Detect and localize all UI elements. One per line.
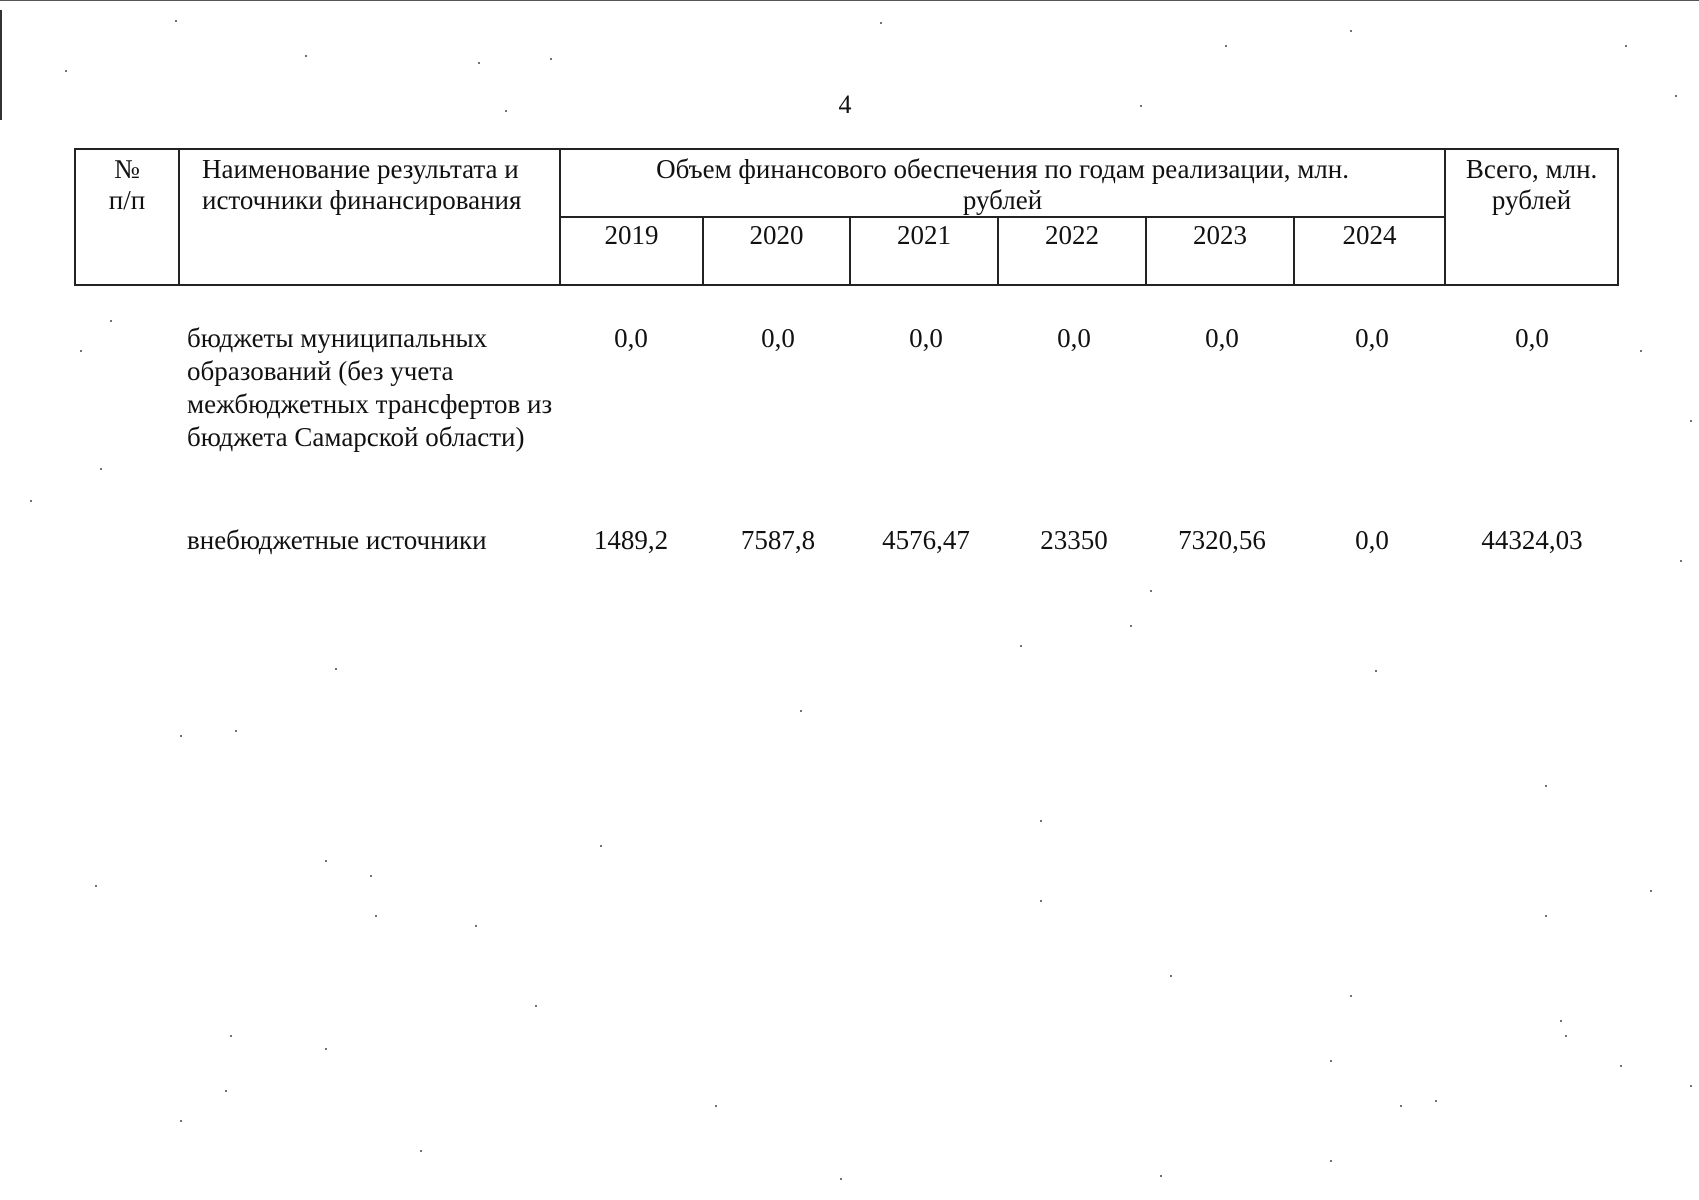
scan-speck xyxy=(1225,45,1227,47)
scan-speck xyxy=(1170,975,1172,977)
scan-speck xyxy=(325,860,327,862)
cell-total: 0,0 xyxy=(1515,323,1549,353)
scan-speck xyxy=(180,1120,182,1122)
page-number: 4 xyxy=(838,90,852,119)
cell-2020: 7587,8 xyxy=(740,525,816,555)
header-volume-column xyxy=(560,149,1445,217)
header-year-2022: 2022 xyxy=(998,217,1146,285)
scan-speck xyxy=(175,20,177,22)
top-border-line xyxy=(0,0,1699,1)
header-name-text: Наименование результата и источники финансирования xyxy=(202,154,522,215)
scan-speck xyxy=(95,885,97,887)
scan-speck xyxy=(1560,1020,1562,1022)
scan-speck xyxy=(1160,1175,1162,1177)
scan-speck xyxy=(1650,890,1652,892)
scan-speck xyxy=(1625,45,1627,47)
scan-speck xyxy=(478,62,480,64)
cell-2019: 0,0 xyxy=(614,323,648,353)
cell-2019: 1489,2 xyxy=(593,525,669,555)
scan-speck xyxy=(1040,900,1042,902)
scan-speck xyxy=(600,845,602,847)
scan-speck xyxy=(1330,1160,1332,1162)
scan-speck xyxy=(505,110,507,112)
scan-speck xyxy=(1020,645,1022,647)
scan-speck xyxy=(110,320,112,322)
cell-2023: 0,0 xyxy=(1205,323,1239,353)
cell-2024: 0,0 xyxy=(1355,525,1389,555)
scan-speck xyxy=(1435,1100,1437,1102)
cell-2021: 4576,47 xyxy=(882,525,970,555)
cell-2022: 23350 xyxy=(1040,525,1108,555)
scan-speck xyxy=(1690,420,1692,422)
scan-speck xyxy=(535,1005,537,1007)
scan-speck xyxy=(65,70,67,72)
scan-speck xyxy=(1545,785,1547,787)
header-volume-text: Объем финансового обеспечения по годам реализации, млн. рублей xyxy=(656,154,1349,215)
scan-speck xyxy=(1690,1085,1692,1087)
scan-speck xyxy=(80,350,82,352)
header-number-column xyxy=(75,149,179,285)
row-label: внебюджетные источники xyxy=(187,525,487,555)
scan-speck xyxy=(1150,590,1152,592)
scan-speck xyxy=(1350,995,1352,997)
scan-speck xyxy=(325,1048,327,1050)
cell-total: 44324,03 xyxy=(1481,525,1583,555)
scan-speck xyxy=(225,1090,227,1092)
header-year-2021: 2021 xyxy=(850,217,998,285)
header-year-2024: 2024 xyxy=(1294,217,1445,285)
scan-speck xyxy=(800,710,802,712)
scan-speck xyxy=(305,55,307,57)
cell-2020: 0,0 xyxy=(761,323,795,353)
scan-speck xyxy=(550,58,552,60)
scan-speck xyxy=(100,468,102,470)
header-number-text: № п/п xyxy=(108,154,146,215)
scan-speck xyxy=(1680,560,1682,562)
scan-speck xyxy=(1330,1060,1332,1062)
scan-speck xyxy=(840,1178,842,1180)
scan-speck xyxy=(1130,625,1132,627)
scan-speck xyxy=(420,1150,422,1152)
scan-speck xyxy=(370,875,372,877)
scan-speck xyxy=(1375,670,1377,672)
scan-speck xyxy=(235,730,237,732)
scan-speck xyxy=(880,22,882,24)
header-total-text: Всего, млн. рублей xyxy=(1465,154,1598,215)
scan-speck xyxy=(230,1035,232,1037)
scan-speck xyxy=(1545,915,1547,917)
scan-speck xyxy=(30,500,32,502)
table-header xyxy=(74,148,1619,286)
cell-2023: 7320,56 xyxy=(1178,525,1266,555)
cell-2021: 0,0 xyxy=(909,323,943,353)
scan-speck xyxy=(1040,820,1042,822)
scan-speck xyxy=(1620,1065,1622,1067)
scan-speck xyxy=(1400,1105,1402,1107)
scan-speck xyxy=(1675,95,1677,97)
scan-speck xyxy=(475,925,477,927)
cell-2022: 0,0 xyxy=(1057,323,1091,353)
scan-speck xyxy=(335,668,337,670)
scan-speck xyxy=(375,915,377,917)
row-label: бюджеты муниципальных образований (без учета межбюджетных трансфертов из бюджета Самарской области) xyxy=(187,323,553,452)
scan-speck xyxy=(1565,1035,1567,1037)
scan-speck xyxy=(715,1105,717,1107)
header-total-column xyxy=(1445,149,1618,285)
scan-speck xyxy=(180,735,182,737)
scan-speck xyxy=(1140,105,1142,107)
scan-speck xyxy=(1350,30,1352,32)
header-year-2019: 2019 xyxy=(560,217,703,285)
left-border-line xyxy=(0,10,2,120)
header-year-2020: 2020 xyxy=(703,217,850,285)
scan-speck xyxy=(1640,350,1642,352)
header-name-column xyxy=(179,149,560,285)
cell-2024: 0,0 xyxy=(1355,323,1389,353)
header-year-2023: 2023 xyxy=(1146,217,1294,285)
